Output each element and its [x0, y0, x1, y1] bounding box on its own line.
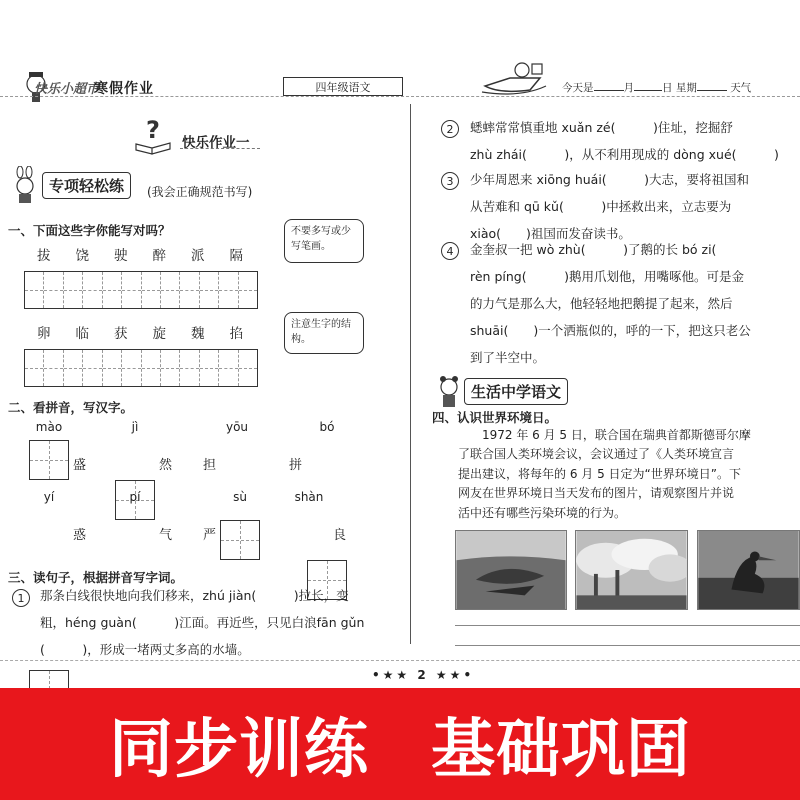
char: 获	[114, 326, 128, 342]
question-book-icon	[132, 116, 176, 156]
given-char: 然	[159, 458, 173, 473]
ocean-pollution-photo	[455, 530, 567, 610]
paragraph-line: 1972 年 6 月 5 日，联合国在瑞典首都斯德哥尔摩	[458, 428, 751, 442]
paragraph-line: 活中还有哪些污染环境的行为。	[458, 506, 627, 520]
char: 拔	[37, 248, 51, 264]
section-badge-2	[434, 372, 568, 410]
date-weather-line	[562, 80, 751, 95]
sentence-4-line: shuāi( )一个洒瓶似的，呼的一下，把这只老公	[470, 323, 751, 338]
badge-label: 专项轻松练	[42, 172, 131, 199]
factory-smoke-photo	[575, 530, 688, 610]
sentence-1-line: ( )，形成一堵两丈多高的水墙。	[40, 642, 250, 657]
week-blank[interactable]	[697, 81, 727, 91]
char: 驶	[114, 248, 128, 264]
weather-label: 天气	[730, 82, 752, 94]
char: 派	[191, 248, 205, 264]
given-char: 惑	[73, 528, 87, 543]
month-label: 月	[623, 82, 634, 94]
banner-right-text: 基础巩固	[431, 713, 691, 787]
day-label: 日	[662, 82, 673, 94]
month-blank[interactable]	[594, 81, 624, 91]
sentence-number: 3	[441, 172, 459, 190]
promo-banner	[0, 688, 800, 800]
sentence-1-line: 粗，héng guàn( )江面。再近些，只见白浪fān gǔn	[40, 615, 365, 630]
given-char: 拼	[289, 458, 303, 473]
paragraph-line: 网友在世界环境日当天发布的图片，请观察图片并说	[458, 486, 735, 500]
banner-left-text: 同步训练	[109, 713, 369, 787]
paragraph-line: 了联合国人类环境会议，会议通过了《人类环境宣言	[458, 447, 735, 461]
pinyin-label: mào	[35, 420, 63, 434]
given-char: 良	[333, 528, 347, 543]
pinyin-label: bó	[319, 420, 335, 434]
sentence-4-line: 的力气是那么大，他轻轻地把鹅提了起来，然后	[470, 296, 733, 311]
answer-line[interactable]	[455, 645, 800, 646]
sentence-2-line: zhù zhái( )，从不利用现成的 dòng xué( )	[470, 147, 779, 162]
answer-box[interactable]	[220, 520, 260, 560]
footer-divider	[0, 660, 800, 661]
pinyin-label: shàn	[294, 490, 324, 504]
question-4-heading: 四、认识世界环境日。	[432, 410, 558, 425]
char: 旋	[152, 326, 166, 342]
oil-spill-bird-photo	[697, 530, 800, 610]
sentence-number: 1	[12, 589, 30, 607]
sleigh-icon	[480, 56, 568, 96]
sentence-2-line: 蟋蟀常常慎重地 xuǎn zé( )住址，挖掘舒	[470, 120, 733, 135]
writing-grid-2[interactable]	[24, 349, 258, 387]
sentence-3-line: 从苦难和 qū kǔ( )中拯救出来，立志要为	[470, 199, 732, 214]
date-today-label: 今天是	[562, 82, 594, 94]
pinyin-label: yōu	[225, 420, 249, 434]
lesson-title: 快乐作业一	[182, 135, 250, 151]
question-2-heading: 二、看拼音，写汉字。	[8, 400, 134, 415]
char: 卵	[37, 326, 51, 342]
section-badge-1	[8, 166, 131, 204]
rabbit-mascot-icon	[8, 166, 42, 204]
given-char: 严	[203, 528, 217, 543]
header-divider	[0, 96, 800, 97]
brand-name: 快乐小超市	[34, 82, 100, 97]
stars-right: ★★•	[435, 668, 475, 682]
char: 饶	[75, 248, 89, 264]
paragraph-line: 提出建议，将每年的 6 月 5 日定为“世界环境日”。下	[458, 467, 741, 481]
char: 醉	[152, 248, 166, 264]
sentence-3-line: 少年周恩来 xiōng huái( )大志，要将祖国和	[470, 172, 750, 187]
answer-box[interactable]	[29, 440, 69, 480]
writing-grid-1[interactable]	[24, 271, 258, 309]
page-number-value: 2	[417, 668, 429, 682]
given-char: 盛	[73, 458, 87, 473]
character-row-1	[37, 244, 243, 264]
sentence-1-line: 那条白线很快地向我们移来，zhú jiàn( )拉长，变	[40, 588, 349, 603]
day-blank[interactable]	[634, 81, 662, 91]
column-divider	[410, 104, 411, 644]
title-underline	[180, 148, 260, 149]
pinyin-label: sù	[233, 490, 247, 504]
grade-label: 四年级语文	[283, 77, 403, 96]
question-1-heading: 一、下面这些字你能写对吗？	[8, 223, 171, 238]
char: 魏	[191, 326, 205, 342]
pinyin-label: yí	[43, 490, 55, 504]
bear-mascot-icon	[434, 373, 464, 409]
pinyin-label: pí	[129, 490, 141, 504]
svg-text:?: ?	[146, 116, 160, 144]
tip-bubble-2: 注意生字的结构。	[284, 312, 364, 354]
sentence-3-line: xiào( )祖国而发奋读书。	[470, 226, 631, 241]
stars-left: •★★	[372, 668, 411, 682]
answer-line[interactable]	[455, 625, 800, 626]
week-label: 星期	[675, 82, 697, 94]
sentence-4-line: 到了半空中。	[470, 350, 546, 365]
page-number	[372, 668, 474, 682]
sentence-number: 4	[441, 242, 459, 260]
char: 隔	[229, 248, 243, 264]
given-char: 气	[159, 528, 173, 543]
sentence-4-line: 金奎叔一把 wò zhù( )了鹅的长 bó zi(	[470, 242, 717, 257]
char: 临	[75, 326, 89, 342]
badge-label: 生活中学语文	[464, 378, 568, 405]
char: 掐	[229, 326, 243, 342]
character-row-2	[37, 322, 243, 342]
question-3-heading: 三、读句子，根据拼音写字词。	[8, 570, 184, 585]
pinyin-label: jì	[131, 420, 139, 434]
sentence-number: 2	[441, 120, 459, 138]
tip-bubble-1: 不要多写或少写笔画。	[284, 219, 364, 263]
badge-subtitle: (我会正确规范书写)	[147, 185, 253, 199]
given-char: 担	[203, 458, 217, 473]
homework-title: 寒假作业	[94, 81, 154, 97]
sentence-4-line: rèn píng( )鹅用爪划他，用嘴啄他。可是金	[470, 269, 744, 284]
